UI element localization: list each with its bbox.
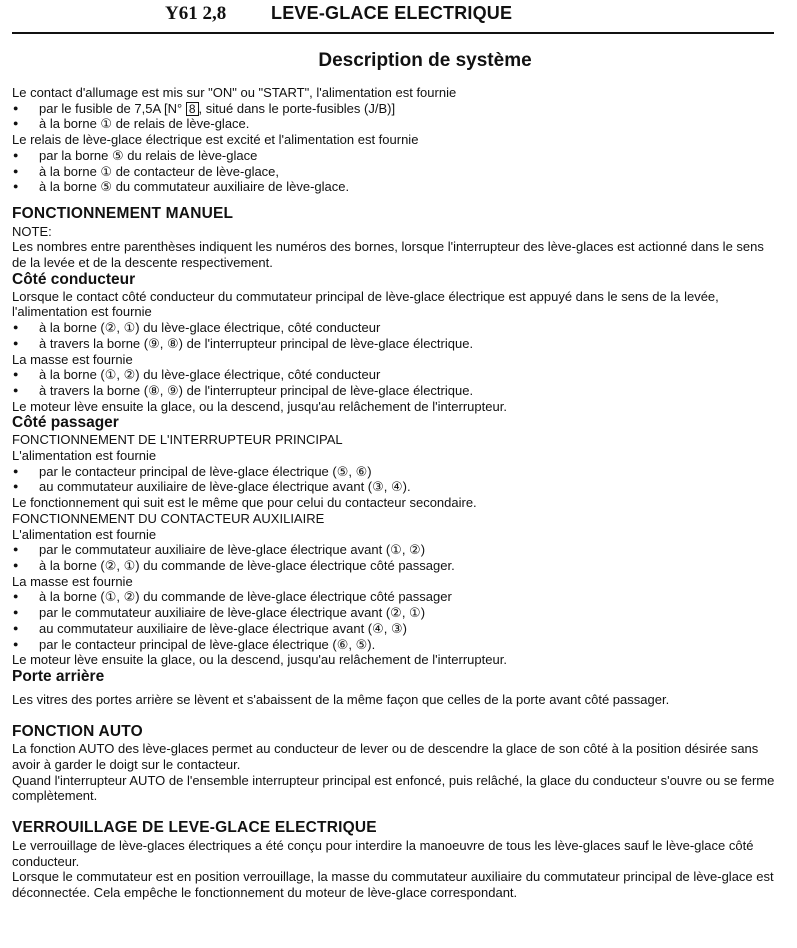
subheading-passager: Côté passager (12, 414, 119, 432)
conducteur-end-line: Le moteur lève ensuite la glace, ou la descend, jusqu'au relâchement de l'interrupteur. (12, 398, 507, 414)
note-label: NOTE: (12, 223, 52, 239)
intro-bullet-4: ● à la borne ① de contacteur de lève-glace, (12, 164, 776, 180)
header-title: LEVE-GLACE ELECTRIQUE (271, 3, 513, 23)
passager-heading-aux: FONCTIONNEMENT DU CONTACTEUR AUXILIAIRE (12, 510, 325, 526)
document-body (12, 85, 776, 901)
conducteur-masse-line: La masse est fournie (12, 351, 133, 367)
conducteur-paragraph: Lorsque le contact côté conducteur du commutateur principal de lève-glace électrique est appuyé dans le sens de la levée, l'alimentation est fournie (12, 288, 719, 320)
section-heading-manuel: FONCTIONNEMENT MANUEL (12, 204, 234, 222)
passager-bullet-2: ● au commutateur auxiliaire de lève-glace électrique avant (③, ④). (12, 479, 776, 495)
conducteur-bullet-1: ● à la borne (②, ①) du lève-glace électrique, côté conducteur (12, 320, 776, 336)
page-header (12, 2, 774, 34)
porte-arriere-text: Les vitres des portes arrière se lèvent et s'abaissent de la même façon que celles de la porte avant côté passager. (12, 691, 670, 707)
fuse-number-box: 8 (186, 102, 199, 116)
intro-bullet-5: ● à la borne ⑤ du commutateur auxiliaire de lève-glace. (12, 179, 776, 195)
passager-end-line: Le moteur lève ensuite la glace, ou la descend, jusqu'au relâchement de l'interrupteur. (12, 652, 507, 668)
passager-heading-principal: FONCTIONNEMENT DE L'INTERRUPTEUR PRINCIPAL (12, 432, 343, 448)
verrouillage-paragraph-2: Lorsque le commutateur est en position verrouillage, la masse du commutateur auxiliaire du commutateur principal de lève-glace est déconnectée. Cela empêche le fonctionnement du moteur de lève-glace correspondant. (12, 869, 774, 900)
passager-bullet-6: ● par le commutateur auxiliaire de lève-glace électrique avant (②, ①) (12, 605, 776, 621)
model-code: Y61 2,8 (165, 3, 227, 24)
auto-paragraph-1: La fonction AUTO des lève-glaces permet au conducteur de lever ou de descendre la glace de son côté à la position désirée sans avoir à garder le doigt sur le contacteur. (12, 741, 759, 773)
passager-bullet-1: ● par le contacteur principal de lève-glace électrique (⑤, ⑥) (12, 464, 776, 480)
conducteur-bullet-2: ● à travers la borne (⑨, ⑧) de l'interrupteur principal de lève-glace électrique. (12, 336, 776, 352)
subheading-porte-arriere: Porte arrière (12, 667, 105, 685)
passager-masse-line: La masse est fournie (12, 573, 133, 589)
passager-bullet-7: ● au commutateur auxiliaire de lève-glace électrique avant (④, ③) (12, 621, 776, 637)
conducteur-bullet-4: ● à travers la borne (⑧, ⑨) de l'interrupteur principal de lève-glace électrique. (12, 383, 776, 399)
auto-paragraph-2: Quand l'interrupteur AUTO de l'ensemble interrupteur principal est enfoncé, puis relâché, la glace du conducteur s'ouvre ou se ferme complètement. (12, 772, 775, 804)
passager-bullet-5: ● à la borne (①, ②) du commande de lève-glace électrique côté passager (12, 589, 776, 605)
intro-bullet-2: ● à la borne ① de relais de lève-glace. (12, 116, 776, 132)
passager-same-line: Le fonctionnement qui suit est le même que pour celui du contacteur secondaire. (12, 495, 477, 511)
passager-bullet-8: ● par le contacteur principal de lève-glace électrique (⑥, ⑤). (12, 637, 776, 653)
passager-alim-line-1: L'alimentation est fournie (12, 448, 157, 464)
fuse-text-pre: par le fusible de 7,5A [N° (39, 100, 183, 116)
document-title: Description de système (318, 50, 532, 71)
section-heading-verrouillage: VERROUILLAGE DE LEVE-GLACE ELECTRIQUE (12, 819, 377, 837)
passager-bullet-3: ● par le commutateur auxiliaire de lève-glace électrique avant (①, ②) (12, 542, 776, 558)
section-heading-auto: FONCTION AUTO (12, 722, 143, 740)
passager-alim-line-2: L'alimentation est fournie (12, 526, 157, 542)
verrouillage-paragraph-1: Le verrouillage de lève-glaces électriques a été conçu pour interdire la manoeuvre de tous les lève-glaces sauf le lève-glace côté conducteur. (12, 837, 754, 869)
note-text: Les nombres entre parenthèses indiquent les numéros des bornes, lorsque l'interrupteur des lève-glaces est actionné dans le sens de la levée et de la descente respectivement. (12, 239, 764, 271)
intro-line-2: Le relais de lève-glace électrique est excité et l'alimentation est fournie (12, 132, 419, 148)
intro-line-1: Le contact d'allumage est mis sur "ON" ou "START", l'alimentation est fournie (12, 85, 457, 100)
fuse-text-post: , situé dans le porte-fusibles (J/B)] (198, 100, 396, 116)
subheading-conducteur: Côté conducteur (12, 270, 136, 288)
passager-bullet-4: ● à la borne (②, ①) du commande de lève-glace électrique côté passager. (12, 558, 776, 574)
intro-bullet-3: ● par la borne ⑤ du relais de lève-glace (12, 148, 776, 164)
intro-bullet-fuse (12, 101, 776, 117)
conducteur-bullet-3: ● à la borne (①, ②) du lève-glace électrique, côté conducteur (12, 367, 776, 383)
